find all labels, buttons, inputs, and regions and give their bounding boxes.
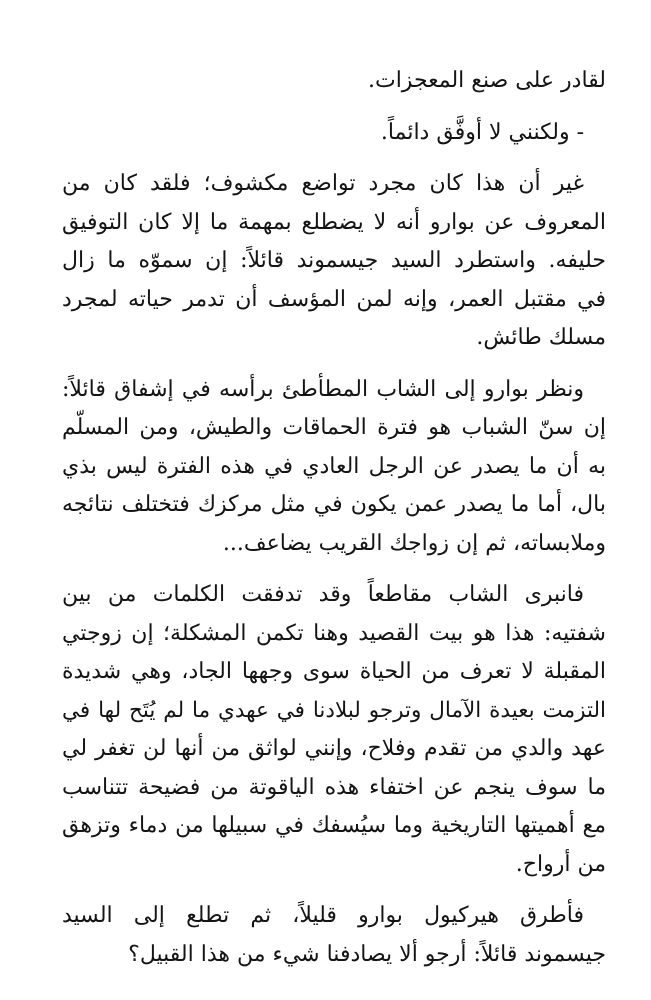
text-line: المقبلة لا تعرف من الحياة سوى وجهها الجاد، وهي شديدة xyxy=(62,659,606,684)
text-line: غير أن هذا كان مجرد تواضع مكشوف؛ فلقد كان من xyxy=(62,171,584,196)
text-line: شفتيه: هذا هو بيت القصيد وهنا تكمن المشكلة؛ إن زوجتي xyxy=(62,620,606,646)
text-line: فانبرى الشاب مقاطعاً وقد تدفقت الكلمات من بين xyxy=(62,582,584,607)
text-line: مع أهميتها التاريخية وما سيُسفك في سبيلها من دماء وتزهق xyxy=(62,813,606,838)
text-line: ونظر بوارو إلى الشاب المطأطئ برأسه في إشفاق قائلاً: xyxy=(62,376,584,402)
paragraph-poirot-pause xyxy=(62,897,606,974)
text-line: جيسموند قائلاً: أرجو ألا يصادفنا شيء من هذا القبيل؟ xyxy=(128,941,606,967)
text-line: فأطرق هيركيول بوارو قليلاً، ثم تطلع إلى السيد xyxy=(62,903,584,928)
text-line: المعروف عن بوارو أنه لا يضطلع بمهمة ما إلا كان التوفيق xyxy=(62,209,606,235)
paragraph-dialogue xyxy=(62,114,606,153)
text-line: لقادر على صنع المعجزات. xyxy=(367,68,606,93)
paragraph-modesty xyxy=(62,165,606,358)
text-line: حليفه. واستطرد السيد جيسموند قائلاً: إن سموّه ما زال xyxy=(62,248,606,273)
text-line: في مقتبل العمر، وإنه لمن المؤسف أن تدمر حياته لمجرد xyxy=(62,286,606,312)
text-line: من أرواح. xyxy=(515,851,606,877)
text-line: بال، أما ما يصدر عمن يكون في مثل مركزك فتختلف نتائجه xyxy=(62,492,606,517)
paragraph-poirot-reply xyxy=(62,371,606,564)
paragraph-young-man xyxy=(62,576,606,884)
text-line: إن سنّ الشباب هو فترة الحماقات والطيش، ومن المسلّم xyxy=(62,415,606,440)
text-line: التزمت بعيدة الآمال وترجو لبلادنا في عهدي ما لم يُتَح لها في xyxy=(62,697,606,723)
text-line: مسلك طائش. xyxy=(476,325,606,350)
text-line: ما سوف ينجم عن اختفاء هذه الياقوتة من فضيحة تتناسب xyxy=(62,774,606,800)
text-line: وملابساته، ثم إن زواجك القريب يضاعف... xyxy=(222,530,606,556)
paragraph-continuation xyxy=(62,62,606,101)
text-line: عهد والدي من تقدم وفلاح، وإنني لواثق من أنها لن تغفر لي xyxy=(62,736,606,761)
text-line: به أن ما يصدر عن الرجل العادي في هذه الفترة ليس بذي xyxy=(62,453,606,479)
text-line: - ولكنني لا أوفَّق دائماً. xyxy=(380,119,584,145)
book-page xyxy=(62,62,606,987)
